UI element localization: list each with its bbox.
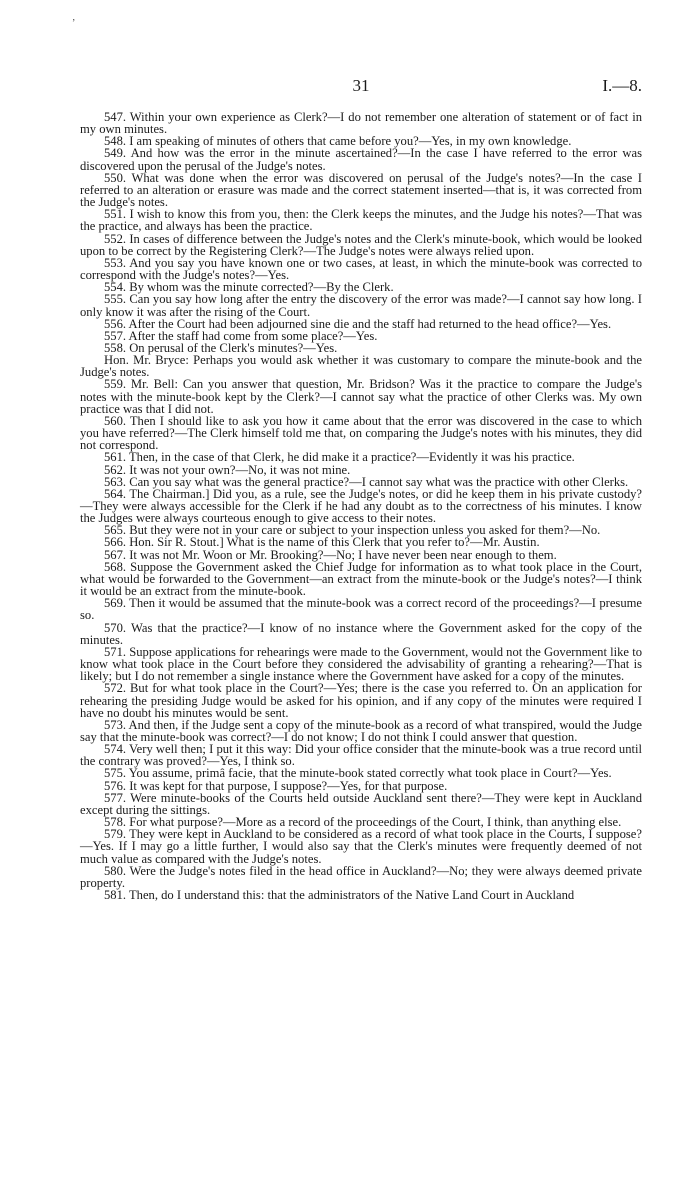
testimony-paragraph: 579. They were kept in Auckland to be considered as a record of what took place in the Courts, I suppose?—Yes. If I may go a little further, I would also say that the Clerk's minutes were frequently deemed of not much value as compared with the Judge's notes. bbox=[80, 827, 642, 866]
testimony-paragraph: 560. Then I should like to ask you how it came about that the error was discovered in the case to which you have referred?—The Clerk himself told me that, on comparing the Judge's notes with his minutes, they did not correspond. bbox=[80, 413, 642, 453]
testimony-paragraph: 552. In cases of difference between the Judge's notes and the Clerk's minute-book, which would be looked upon to be correct by the Registering Clerk?—The Judge's notes were always relied upon. bbox=[80, 231, 642, 258]
testimony-paragraph: 558. On perusal of the Clerk's minutes?—Yes. bbox=[104, 340, 338, 355]
testimony-paragraph: 551. I wish to know this from you, then: the Clerk keeps the minutes, and the Judge his notes?—That was the practice, and always has been the practice. bbox=[80, 207, 642, 234]
testimony-paragraph: 563. Can you say what was the general practice?—I cannot say what was the practice with other Clerks. bbox=[104, 474, 629, 489]
testimony-paragraph: 578. For what purpose?—More as a record of the proceedings of the Court, I think, than anything else. bbox=[104, 815, 622, 830]
testimony-paragraph: 577. Were minute-books of the Courts held outside Auckland sent there?—They were kept in Auckland except during the sittings. bbox=[80, 790, 642, 817]
testimony-paragraph: 572. But for what took place in the Court?—Yes; there is the case you referred to. On an application for rehearing the presiding Judge would be asked for his opinion, and if any copy of the minutes were required I have no doubt his minutes would be sent. bbox=[80, 681, 642, 720]
testimony-paragraph: 557. After the staff had come from some place?—Yes. bbox=[104, 328, 378, 343]
testimony-paragraph: 548. I am speaking of minutes of others that came before you?—Yes, in my own knowledge. bbox=[104, 134, 572, 149]
testimony-paragraph: 568. Suppose the Government asked the Chief Judge for information as to what took place in the Court, what would be forwarded to the Government—an extract from the minute-book or the Judge's notes?—I think it would be an extract from the minute-book. bbox=[80, 559, 642, 599]
testimony-paragraph: 554. By whom was the minute corrected?—By the Clerk. bbox=[104, 280, 394, 295]
testimony-paragraph: 550. What was done when the error was discovered on perusal of the Judge's notes?—In the case I referred to an alteration or erasure was made and the correct statement inserted—that is, it was corrected from the Judge's notes. bbox=[80, 170, 642, 210]
testimony-paragraph: 566. Hon. Sir R. Stout.] What is the name of this Clerk that you refer to?—Mr. Austin. bbox=[104, 535, 540, 550]
testimony-paragraph: 567. It was not Mr. Woon or Mr. Brooking?—No; I have never been near enough to them. bbox=[104, 547, 557, 562]
page-number: 31 bbox=[352, 76, 370, 95]
margin-mark: ’ bbox=[72, 18, 76, 29]
testimony-paragraph: 555. Can you say how long after the entry the discovery of the error was made?—I cannot say how long. I only know it was after the rising of the Court. bbox=[80, 292, 642, 319]
testimony-paragraph: 569. Then it would be assumed that the minute-book was a correct record of the proceedings?—I presume so. bbox=[80, 596, 642, 623]
testimony-paragraph: 562. It was not your own?—No, it was not mine. bbox=[104, 462, 351, 477]
testimony-paragraph: Hon. Mr. Bryce: Perhaps you would ask whether it was customary to compare the minute-book and the Judge's notes. bbox=[80, 353, 642, 380]
testimony-paragraph: 559. Mr. Bell: Can you answer that question, Mr. Bridson? Was it the practice to compare the Judge's notes with the minute-book kept by the Clerk?—I cannot say what the practice of other Clerks was. My own practice was that I did not. bbox=[80, 377, 642, 416]
testimony-paragraph: 570. Was that the practice?—I know of no instance where the Government asked for the copy of the minutes. bbox=[80, 620, 642, 647]
testimony-paragraph: 547. Within your own experience as Clerk?—I do not remember one alteration of statement or of fact in my own minutes. bbox=[80, 110, 642, 137]
testimony-paragraph: 556. After the Court had been adjourned sine die and the staff had returned to the head office?—Yes. bbox=[104, 316, 612, 331]
testimony-paragraph: 574. Very well then; I put it this way: Did your office consider that the minute-book was a true record until the contrary was proved?—Yes, I think so. bbox=[80, 742, 642, 769]
testimony-paragraph: 576. It was kept for that purpose, I suppose?—Yes, for that purpose. bbox=[104, 778, 448, 793]
document-body bbox=[80, 111, 642, 901]
testimony-paragraph: 549. And how was the error in the minute ascertained?—In the case I have referred to the error was discovered upon the perusal of the Judge's notes. bbox=[80, 146, 642, 173]
testimony-paragraph: 575. You assume, primâ facie, that the minute-book stated correctly what took place in Court?—Yes. bbox=[104, 766, 612, 781]
page-header bbox=[80, 76, 642, 98]
testimony-paragraph: 565. But they were not in your care or subject to your inspection unless you asked for them?—No. bbox=[104, 523, 601, 538]
paper-reference: I.—8. bbox=[602, 76, 642, 95]
testimony-paragraph: 573. And then, if the Judge sent a copy of the minute-book as a record of what transpired, would the Judge say that the minute-book was correct?—I do not know; I do not think I could answer that question. bbox=[80, 717, 642, 744]
testimony-paragraph: 553. And you say you have known one or two cases, at least, in which the minute-book was corrected to correspond with the Judge's notes?—Yes. bbox=[80, 255, 642, 283]
testimony-paragraph: 564. The Chairman.] Did you, as a rule, see the Judge's notes, or did he keep them in his private custody?—They were always accessible for the Clerk if he had any doubt as to the correctness of his minutes. I know the Judges were always courteous enough to give access to their notes. bbox=[80, 486, 642, 526]
testimony-paragraph: 571. Suppose applications for rehearings were made to the Government, would not the Government like to know what took place in the Court before they considered the advisability of granting a rehearing?—That is likely; but I do not remember a single instance where the Government have asked for a copy of the minutes. bbox=[80, 644, 642, 684]
testimony-paragraph: 581. Then, do I understand this: that the administrators of the Native Land Court in Auckland bbox=[104, 888, 575, 902]
testimony-paragraph: 580. Were the Judge's notes filed in the head office in Auckland?—No; they were always deemed private property. bbox=[80, 863, 642, 890]
testimony-paragraph: 561. Then, in the case of that Clerk, he did make it a practice?—Evidently it was his practice. bbox=[104, 450, 575, 465]
